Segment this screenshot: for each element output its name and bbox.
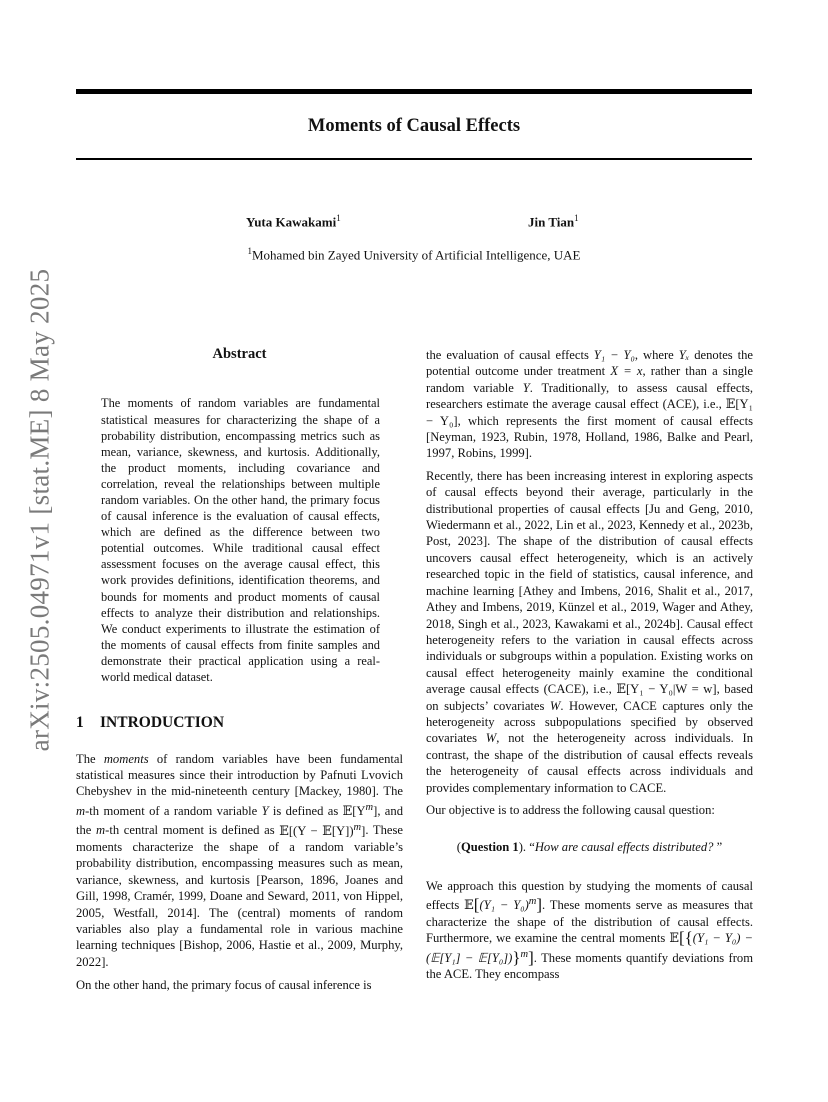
paper-title: Moments of Causal Effects bbox=[307, 116, 521, 136]
paragraph: Recently, there has been increasing interest in exploring aspects of causal effects beyond their average, particularly in the distributional properties of causal effects [Ju and Geng, 2010, Wiedermann et al., 2022, Lin et al., 2023, Kennedy et al., 2023b, Post, 2023]. The shape of the distribution of causal effects uncovers causal effect heterogeneity, which is an actively researched topic in the field of statistics, causal inference, and machine learning [Athey and Imbens, 2016, Shalit et al., 2017, Athey and Imbens, 2019, Künzel et al., 2019, Wager and Athey, 2018, Singh et al., 2023, Kawakami et al., 2024b]. Causal effect heterogeneity refers to the variation in causal effects across individuals or subgroups within a population. Existing works on causal effect heterogeneity mainly examine the conditional average causal effects (CACE), i.e., 𝔼[Y₁ − Y₀|W = w], based on subjects’ covariates W. However, CACE captures only the heterogeneity across subpopulations specified by observed covariates W, not the heterogeneity across individuals. In contrast, the shape of the distribution of causal effects reveals the heterogeneity of causal effects across individuals and provides complementary information to CACE. bbox=[426, 468, 754, 795]
left-column bbox=[76, 342, 403, 994]
intro-paragraph-2: On the other hand, the primary focus of causal inference is bbox=[76, 978, 372, 993]
arxiv-stamp: arXiv:2505.04971v1 [stat.ME] 8 May 2025 bbox=[24, 268, 55, 752]
math-inline: 𝔼[(Y₁ − Y₀)$^m$] bbox=[464, 895, 543, 915]
math-inline: 𝔼[(Y − 𝔼[Y])$^m$] bbox=[279, 821, 366, 838]
affil-mark: 1 bbox=[247, 246, 252, 256]
research-question: (Question 1). “How are causal effects distributed? ” bbox=[456, 840, 723, 855]
affil-text: Mohamed bin Zayed University of Artificial Intelligence, UAE bbox=[251, 247, 581, 263]
author-2 bbox=[528, 213, 579, 230]
author-1 bbox=[246, 213, 341, 230]
paragraph: the evaluation of causal effects Y₁ − Y₀, where Yₓ denotes the potential outcome under treatment X = x, rather than a single random variable Y. Traditionally, to assess causal effects, researchers estimate the average causal effect (ACE), i.e., 𝔼[Y₁ − Y₀], which represents the first moment of causal effects [Neyman, 1923, Rubin, 1978, Holland, 1986, Balke and Pearl, 1997, Robins, 1999]. bbox=[426, 348, 753, 461]
title-rule-bottom bbox=[76, 158, 752, 160]
title-rule-top bbox=[76, 89, 752, 94]
paragraph: We approach this question by studying the moments of causal effects 𝔼[(Y₁ − Y₀)$^m$]. These moments serve as measures that characterize the shape of the distribution of causal effects. Furthermore, we examine the central moments 𝔼[{(Y₁ − Y₀) − (𝔼[Y₁] − 𝔼[Y₀])}$^m$]. These moments quantify deviations from the ACE. They encompass bbox=[426, 878, 753, 982]
affiliation bbox=[76, 246, 752, 263]
author-name: Yuta Kawakami bbox=[246, 214, 337, 230]
intro-paragraph-1: The moments of random variables have been fundamental statistical measures since their introduction by Pafnuti Lvovich Chebyshev in the mid-nineteenth century [Mackey, 1980]. The m-th moment of a random variable Y is defined as $𝔼[Y^m]$, and the m-th central moment is defined as 𝔼[(Y − 𝔼[Y])$^m$]. These moments characterize the shape of a random variable’s probability distribution, encompassing measures such as mean, variance, skewness, and kurtosis [Pearson, 1896, Joanes and Gill, 1998, Cramér, 1999, Doane and Seward, 2011, von Hippel, 2005, Westfall, 2014]. The (central) moments of random variables also play a fundamental role in various machine learning techniques [Bishop, 2006, Hastie et al., 2009, Murphy, 2022]. bbox=[76, 751, 403, 969]
paragraph: Our objective is to address the following causal question: bbox=[426, 802, 715, 817]
author-affil-mark: 1 bbox=[336, 213, 341, 223]
author-name: Jin Tian bbox=[528, 214, 575, 230]
emphasis-moments: moments bbox=[103, 751, 149, 766]
abstract-heading: Abstract bbox=[212, 346, 267, 362]
section-title: INTRODUCTION bbox=[100, 714, 225, 732]
question-label: Question 1 bbox=[461, 840, 519, 855]
abstract-text: The moments of random variables are fundamental statistical measures for characterizing the shape of a probability distribution, encompassing metrics such as mean, variance, skewness, and kurtosis. Additionally, the product moments, including covariance and correlation, reveal the relationships between multiple random variables. On the other hand, the primary focus of causal inference is the evaluation of causal effects, which are defined as the difference between two potential outcomes. While traditional causal effect assessment focuses on the average causal effect, this work provides definitions, identification theorems, and bounds for moments and product moments of causal effects to analyze their distribution and relationships. We conduct experiments to illustrate the estimation of the moments of causal effects from finite samples and demonstrate their practical application using a real-world medical dataset. bbox=[101, 396, 380, 684]
author-affil-mark: 1 bbox=[574, 213, 579, 223]
section-heading bbox=[76, 715, 403, 731]
math-inline: $𝔼[Y^m]$ bbox=[342, 801, 378, 818]
section-number: 1 bbox=[76, 714, 84, 732]
question-text: How are causal effects distributed? bbox=[534, 840, 717, 855]
right-column bbox=[426, 347, 753, 983]
math-inline: 𝔼[{(Y₁ − Y₀) − (𝔼[Y₁] − 𝔼[Y₀])}$^m$] bbox=[426, 928, 753, 967]
